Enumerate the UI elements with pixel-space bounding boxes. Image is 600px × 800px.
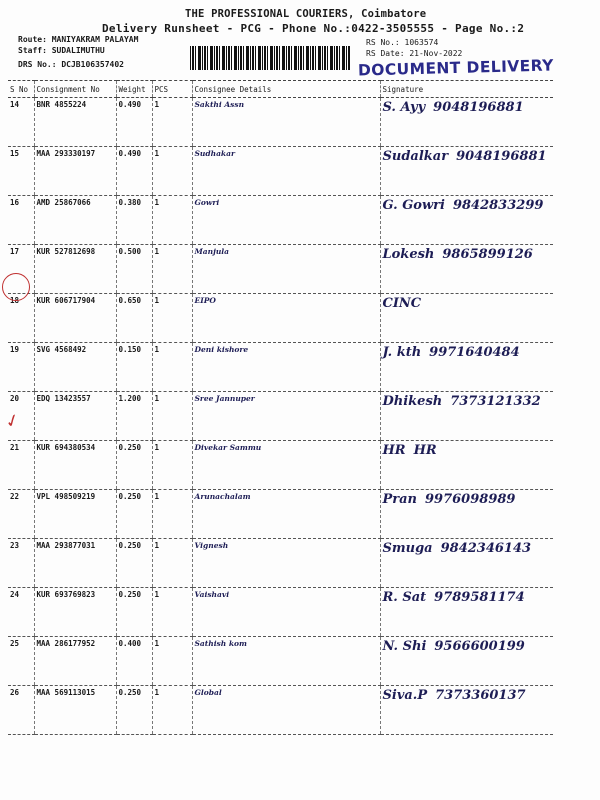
consignment-cell: BNR 4855224 <box>34 98 116 147</box>
sno-cell: 20 <box>8 392 34 441</box>
red-tick-mark: ✓ <box>2 406 22 434</box>
signature-name: J. kth <box>382 345 422 360</box>
weight-cell: 0.250 <box>116 686 152 735</box>
consignee-cell: EIPO <box>192 294 380 343</box>
pcs-cell: 1 <box>152 490 192 539</box>
table-row <box>8 392 553 441</box>
company-name: THE PROFESSIONAL COURIERS, Coimbatore <box>185 8 427 20</box>
signature-phone: 9048196881 <box>433 100 524 115</box>
signature-phone: 9842346143 <box>440 541 532 556</box>
sno-cell: 15 <box>8 147 34 196</box>
table-row <box>8 245 553 294</box>
pcs-cell: 1 <box>152 294 192 343</box>
rs-date-line <box>366 49 462 58</box>
weight-cell: 0.400 <box>116 637 152 686</box>
table-row <box>8 343 553 392</box>
sno-cell: 25 <box>8 637 34 686</box>
table-row <box>8 147 553 196</box>
rs-no-label: RS No.: <box>366 38 400 47</box>
signature-cell <box>380 539 553 588</box>
consignee-cell: Global <box>192 686 380 735</box>
signature-phone: 9048196881 <box>456 149 547 164</box>
pcs-cell: 1 <box>152 392 192 441</box>
staff-label: Staff: <box>18 46 47 55</box>
red-circle-mark <box>2 273 30 301</box>
consignee-cell: Manjula <box>192 245 380 294</box>
signature-phone: 9976098989 <box>425 492 516 507</box>
sno-cell: 26 <box>8 686 34 735</box>
sno-cell: 14 <box>8 98 34 147</box>
signature-name: Lokesh <box>382 247 435 262</box>
consignment-cell: MAA 286177952 <box>34 637 116 686</box>
table-row <box>8 294 553 343</box>
weight-cell: 0.250 <box>116 441 152 490</box>
signature-phone: 9566600199 <box>434 639 525 654</box>
signature-cell <box>380 392 553 441</box>
consignment-cell: KUR 694380534 <box>34 441 116 490</box>
consignee-cell: Gowri <box>192 196 380 245</box>
signature-name: Siva.P <box>382 688 428 703</box>
signature-phone: HR <box>413 443 437 458</box>
signature-phone: 9789581174 <box>434 590 525 605</box>
sno-cell: 23 <box>8 539 34 588</box>
weight-cell: 0.490 <box>116 147 152 196</box>
signature-cell <box>380 147 553 196</box>
sno-cell: 22 <box>8 490 34 539</box>
drs-line <box>18 60 124 69</box>
route-line <box>18 35 138 44</box>
signature-phone: 9865899126 <box>442 247 533 262</box>
rs-no-value: 1063574 <box>404 38 439 47</box>
pcs-cell: 1 <box>152 98 192 147</box>
pcs-cell: 1 <box>152 441 192 490</box>
consignment-cell: EDQ 13423557 <box>34 392 116 441</box>
runsheet-table <box>8 80 553 735</box>
pcs-cell: 1 <box>152 539 192 588</box>
table-row <box>8 441 553 490</box>
rs-date-value: 21-Nov-2022 <box>409 49 463 58</box>
signature-name: S. Ayy <box>382 100 426 115</box>
col-weight: Weight <box>116 81 152 98</box>
consignee-cell: Vaishavi <box>192 588 380 637</box>
signature-name: Pran <box>382 492 417 507</box>
weight-cell: 0.250 <box>116 490 152 539</box>
rs-no-line <box>366 38 438 47</box>
drs-value: DCJB106357402 <box>61 60 124 69</box>
consignment-cell: MAA 293877031 <box>34 539 116 588</box>
runsheet-header <box>0 0 600 80</box>
consignment-cell: KUR 527812698 <box>34 245 116 294</box>
consignee-cell: Sakthi Assn <box>192 98 380 147</box>
weight-cell: 0.650 <box>116 294 152 343</box>
staff-value: SUDALIMUTHU <box>51 46 105 55</box>
pcs-cell: 1 <box>152 343 192 392</box>
sno-cell: 17 <box>8 245 34 294</box>
consignee-cell: Deni kishore <box>192 343 380 392</box>
weight-cell: 0.150 <box>116 343 152 392</box>
signature-cell <box>380 637 553 686</box>
sno-cell: 21 <box>8 441 34 490</box>
table-row <box>8 196 553 245</box>
pcs-cell: 1 <box>152 245 192 294</box>
weight-cell: 0.490 <box>116 98 152 147</box>
signature-name: HR <box>382 443 406 458</box>
consignment-cell: KUR 606717904 <box>34 294 116 343</box>
signature-name: Sudalkar <box>382 149 449 164</box>
pcs-cell: 1 <box>152 686 192 735</box>
signature-phone: 9842833299 <box>452 198 544 213</box>
weight-cell: 0.250 <box>116 588 152 637</box>
pcs-cell: 1 <box>152 588 192 637</box>
col-pcs: PCS <box>152 81 192 98</box>
signature-name: R. Sat <box>382 590 427 605</box>
signature-cell <box>380 196 553 245</box>
signature-cell <box>380 343 553 392</box>
barcode <box>190 46 350 70</box>
consignee-cell: Sathish kom <box>192 637 380 686</box>
pcs-cell: 1 <box>152 147 192 196</box>
consignment-cell: KUR 693769823 <box>34 588 116 637</box>
signature-cell <box>380 245 553 294</box>
signature-phone: 9971640484 <box>429 345 520 360</box>
signature-name: N. Shi <box>382 639 427 654</box>
col-consignment: Consignment No <box>34 81 116 98</box>
sno-cell: 16 <box>8 196 34 245</box>
col-sno: S No <box>8 81 34 98</box>
consignee-cell: Sree Jannuper <box>192 392 380 441</box>
weight-cell: 0.250 <box>116 539 152 588</box>
sno-cell: 18 <box>8 294 34 343</box>
signature-name: Smuga <box>382 541 433 556</box>
signature-phone: 7373360137 <box>435 688 526 703</box>
consignee-cell: Vignesh <box>192 539 380 588</box>
col-signature: Signature <box>380 81 553 98</box>
signature-phone: 7373121332 <box>450 394 541 409</box>
route-label: Route: <box>18 35 47 44</box>
sno-cell: 19 <box>8 343 34 392</box>
consignment-cell: VPL 498509219 <box>34 490 116 539</box>
pcs-cell: 1 <box>152 196 192 245</box>
consignment-cell: MAA 569113015 <box>34 686 116 735</box>
drs-label: DRS No.: <box>18 60 57 69</box>
signature-name: CINC <box>382 296 422 311</box>
signature-cell <box>380 294 553 343</box>
table-row <box>8 686 553 735</box>
signature-name: Dhikesh <box>382 394 443 409</box>
table-header-row <box>8 81 553 98</box>
document-delivery-stamp: DOCUMENT DELIVERY <box>357 56 554 80</box>
consignment-cell: SVG 4568492 <box>34 343 116 392</box>
signature-cell <box>380 98 553 147</box>
sno-cell: 24 <box>8 588 34 637</box>
weight-cell: 1.200 <box>116 392 152 441</box>
route-value: MANIYAKRAM PALAYAM <box>51 35 139 44</box>
consignee-cell: Sudhakar <box>192 147 380 196</box>
runsheet-title: Delivery Runsheet - PCG - Phone No.:0422-3505555 - Page No.:2 <box>102 22 525 35</box>
col-consignee: Consignee Details <box>192 81 380 98</box>
pcs-cell: 1 <box>152 637 192 686</box>
weight-cell: 0.380 <box>116 196 152 245</box>
consignee-cell: Divekar Sammu <box>192 441 380 490</box>
table-row <box>8 637 553 686</box>
signature-cell <box>380 686 553 735</box>
signature-cell <box>380 588 553 637</box>
consignee-cell: Arunachalam <box>192 490 380 539</box>
consignment-cell: AMD 25867066 <box>34 196 116 245</box>
staff-line <box>18 46 105 55</box>
table-row <box>8 490 553 539</box>
signature-name: G. Gowri <box>382 198 445 213</box>
table-row <box>8 539 553 588</box>
signature-cell <box>380 441 553 490</box>
consignment-cell: MAA 293330197 <box>34 147 116 196</box>
table-row <box>8 588 553 637</box>
signature-cell <box>380 490 553 539</box>
weight-cell: 0.500 <box>116 245 152 294</box>
rs-date-label: RS Date: <box>366 49 405 58</box>
table-row <box>8 98 553 147</box>
